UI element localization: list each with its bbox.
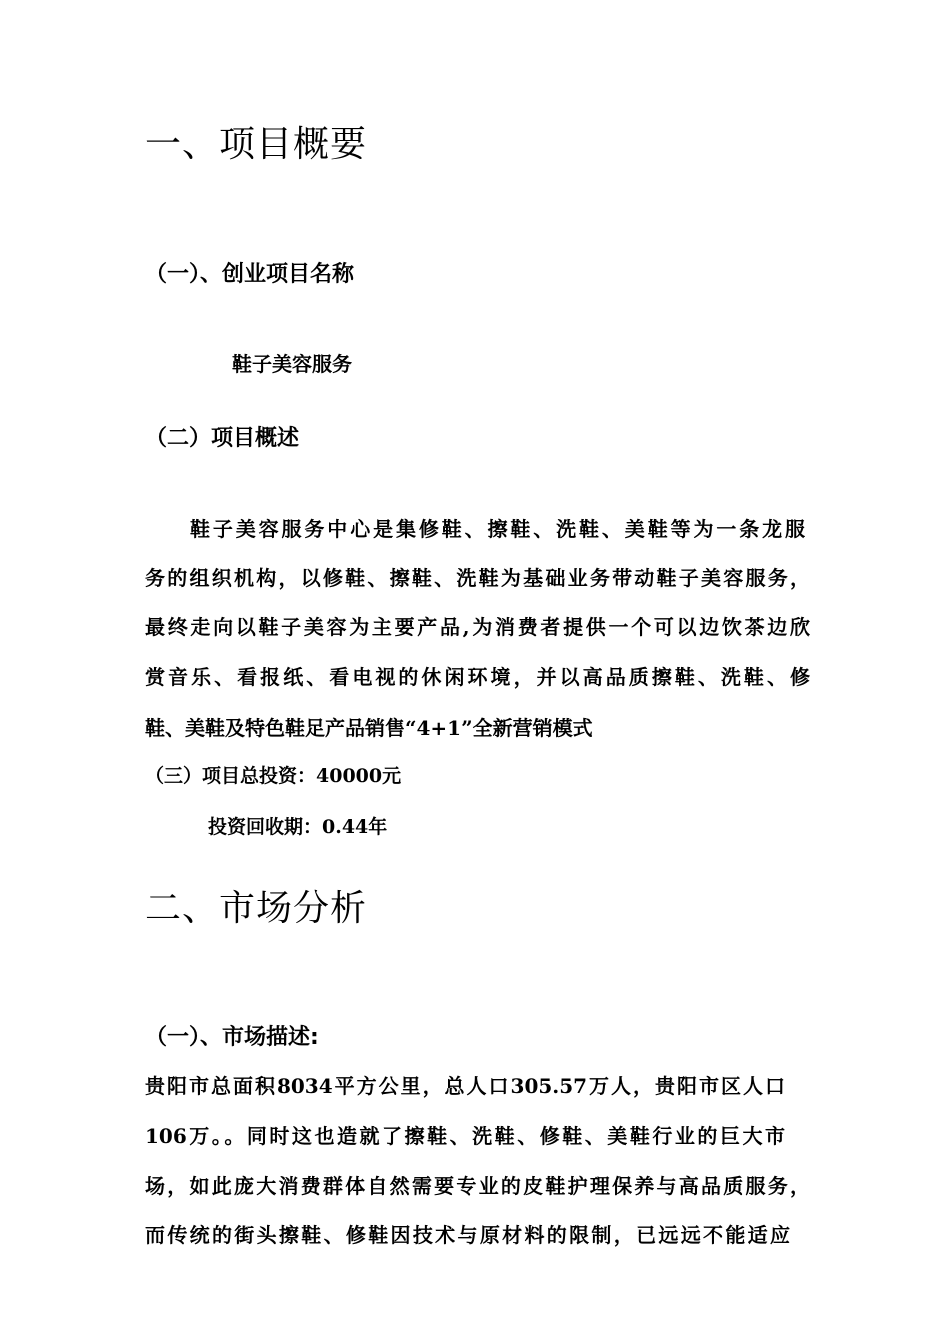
market-paragraph-line: 贵阳市总面积8034平方公里，总人口305.57万人，贵阳市区人口 bbox=[145, 1074, 785, 1098]
subheading-project-name: （一）、创业项目名称 bbox=[145, 262, 355, 287]
subheading-market-description: （一）、市场描述: bbox=[145, 1025, 319, 1050]
payback-period-line: 投资回收期：0.44年 bbox=[208, 816, 388, 838]
overview-paragraph-line: 鞋、美鞋及特色鞋足产品销售“4+1”全新营销模式 bbox=[145, 716, 593, 740]
subheading-project-description: （二）项目概述 bbox=[145, 426, 300, 451]
market-paragraph-line: 场，如此庞大消费群体自然需要专业的皮鞋护理保养与高品质服务， bbox=[145, 1174, 810, 1198]
overview-paragraph-line: 务的组织机构，以修鞋、擦鞋、洗鞋为基础业务带动鞋子美容服务， bbox=[145, 566, 810, 590]
overview-paragraph-line: 最终走向以鞋子美容为主要产品,为消费者提供一个可以边饮茶边欣 bbox=[145, 615, 810, 639]
market-paragraph-line: 而传统的街头擦鞋、修鞋因技术与原材料的限制，已远远不能适应 bbox=[145, 1223, 790, 1247]
section-heading-market-analysis: 二、市场分析 bbox=[145, 888, 368, 929]
overview-paragraph-line: 赏音乐、看报纸、看电视的休闲环境，并以高品质擦鞋、洗鞋、修 bbox=[145, 665, 810, 689]
total-investment-line: （三）项目总投资：40000元 bbox=[145, 765, 402, 787]
project-name-text: 鞋子美容服务 bbox=[232, 352, 352, 376]
market-paragraph-line: 106万。。同时这也造就了擦鞋、洗鞋、修鞋、美鞋行业的巨大市 bbox=[145, 1124, 785, 1148]
overview-paragraph-line: 鞋子美容服务中心是集修鞋、擦鞋、洗鞋、美鞋等为一条龙服 bbox=[190, 517, 805, 541]
section-heading-project-overview: 一、项目概要 bbox=[145, 124, 368, 165]
